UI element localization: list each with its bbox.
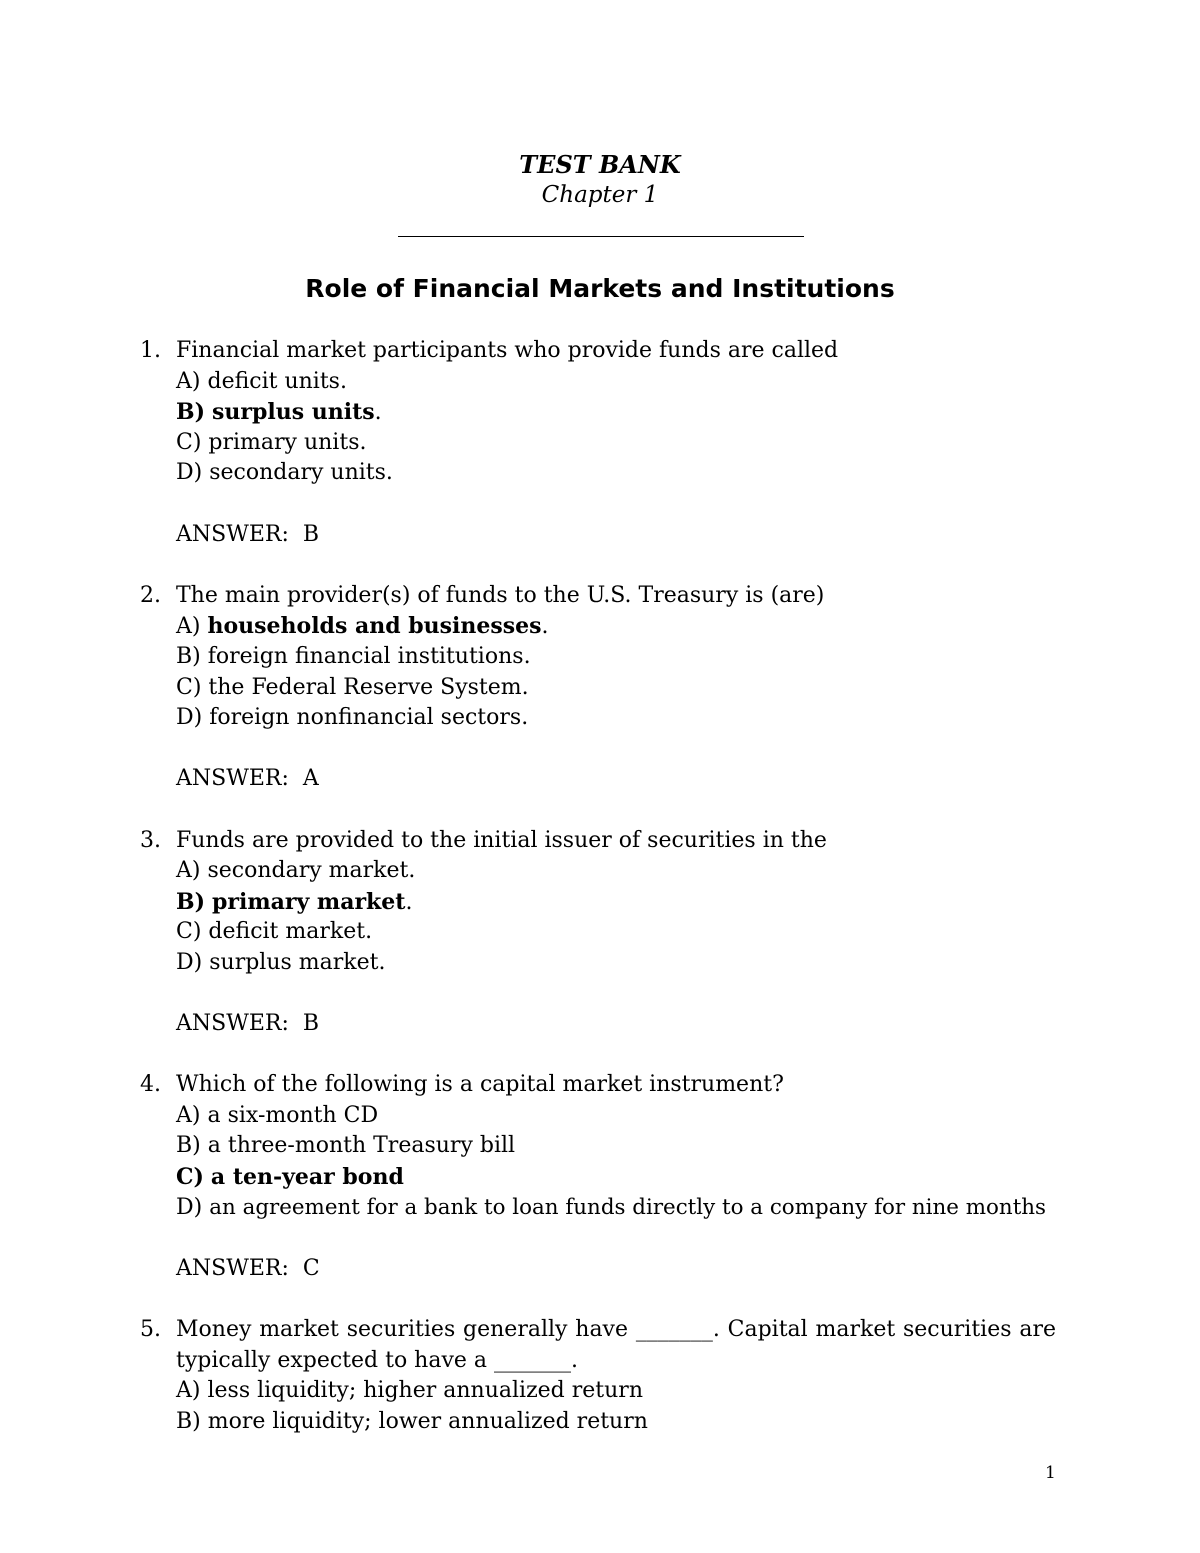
option-end: . <box>378 949 386 975</box>
question-stem <box>0 1315 1200 1346</box>
option-c <box>0 673 1200 704</box>
option-label: B) <box>176 399 206 426</box>
question-text: Financial market participants who provide funds are called <box>176 338 839 363</box>
option-label: D) <box>176 949 203 975</box>
option-label: C) <box>176 919 202 945</box>
question-text: typically expected to have a _______. <box>176 1347 579 1373</box>
chapter-label: Chapter 1 <box>541 182 659 208</box>
document-title: TEST BANK <box>519 150 681 179</box>
option-text: an agreement for a bank to loan funds directly to a company for nine months <box>209 1194 1047 1220</box>
answer-line <box>0 1254 1200 1285</box>
option-text: primary market <box>212 888 406 915</box>
question-stem <box>0 1070 1200 1101</box>
option-label: B) <box>176 888 206 915</box>
option-c <box>0 428 1200 459</box>
option-label: A) <box>176 368 201 394</box>
option-end: . <box>541 614 549 640</box>
answer-line <box>0 520 1200 551</box>
option-label: B) <box>176 1133 201 1159</box>
option-end: . <box>405 889 413 915</box>
option-b <box>0 1407 1200 1438</box>
option-b-correct <box>0 887 1200 918</box>
question-number: 2. <box>140 582 161 608</box>
question-number: 4. <box>140 1072 161 1098</box>
option-c <box>0 917 1200 948</box>
option-label: C) <box>176 429 202 455</box>
spacer <box>0 489 1200 520</box>
option-label: D) <box>176 460 203 486</box>
option-text: surplus market <box>209 949 379 975</box>
option-a <box>0 1101 1200 1132</box>
spacer <box>0 1040 1200 1071</box>
option-text: a six-month CD <box>207 1102 379 1128</box>
answer-line <box>0 764 1200 795</box>
option-label: D) <box>176 1194 203 1220</box>
question-4 <box>0 1070 1200 1315</box>
option-text: a three-month Treasury bill <box>207 1133 516 1159</box>
option-text: a ten-year bond <box>210 1164 404 1191</box>
option-text: foreign financial institutions <box>207 643 524 669</box>
option-label: B) <box>176 1408 201 1434</box>
answer-prefix: ANSWER: <box>176 766 303 792</box>
page-number: 1 <box>1045 1463 1056 1483</box>
spacer <box>0 550 1200 581</box>
option-end: . <box>339 368 347 394</box>
question-number: 1. <box>140 338 161 363</box>
question-stem <box>0 826 1200 857</box>
page-header <box>0 150 1200 210</box>
spacer <box>0 795 1200 826</box>
option-end: . <box>365 919 373 945</box>
question-5 <box>0 1315 1200 1437</box>
question-number: 3. <box>140 827 161 853</box>
option-text: more liquidity; lower annualized return <box>207 1408 648 1434</box>
question-text: Funds are provided to the initial issuer of securities in the <box>176 827 827 853</box>
spacer <box>0 978 1200 1009</box>
option-d <box>0 458 1200 489</box>
option-label: A) <box>176 858 201 884</box>
question-stem-continued <box>0 1346 1200 1377</box>
question-stem <box>0 581 1200 612</box>
answer-value: C <box>302 1255 320 1281</box>
question-text: Money market securities generally have _______. Capital market securities are <box>176 1317 1056 1342</box>
option-label: D) <box>176 705 203 731</box>
option-label: A) <box>176 1102 201 1128</box>
title-divider <box>398 236 804 237</box>
option-end: . <box>523 643 531 669</box>
option-text: secondary market <box>207 858 409 884</box>
option-label: B) <box>176 643 201 669</box>
answer-prefix: ANSWER: <box>176 521 303 547</box>
option-text: surplus units <box>212 399 375 426</box>
option-text: deficit market <box>208 919 366 945</box>
option-text: foreign nonfinancial sectors <box>209 705 522 731</box>
option-label: C) <box>176 1164 204 1191</box>
option-d <box>0 703 1200 734</box>
option-a <box>0 1376 1200 1407</box>
answer-value: B <box>302 521 320 547</box>
question-2 <box>0 581 1200 826</box>
option-text: secondary units <box>209 460 386 486</box>
option-a-correct <box>0 611 1200 642</box>
option-text: less liquidity; higher annualized return <box>207 1378 643 1404</box>
answer-prefix: ANSWER: <box>176 1011 303 1037</box>
option-d <box>0 1193 1200 1224</box>
option-a <box>0 856 1200 887</box>
section-title: Role of Financial Markets and Institutions <box>305 274 895 303</box>
option-text: the Federal Reserve System <box>208 674 522 700</box>
option-label: A) <box>176 1378 201 1404</box>
answer-line <box>0 1009 1200 1040</box>
question-text: The main provider(s) of funds to the U.S. Treasury is (are) <box>176 582 825 608</box>
option-b <box>0 642 1200 673</box>
spacer <box>0 1223 1200 1254</box>
option-label: C) <box>176 674 202 700</box>
option-a <box>0 367 1200 398</box>
option-text: primary units <box>208 429 360 455</box>
option-text: households and businesses <box>207 613 542 640</box>
spacer <box>0 1284 1200 1315</box>
option-end: . <box>521 705 529 731</box>
question-text: Which of the following is a capital market instrument? <box>176 1072 784 1098</box>
spacer <box>0 734 1200 765</box>
question-stem <box>0 336 1200 367</box>
option-d <box>0 948 1200 979</box>
option-b-correct <box>0 397 1200 428</box>
answer-value: A <box>302 766 319 792</box>
option-b <box>0 1131 1200 1162</box>
question-1 <box>0 336 1200 581</box>
answer-value: B <box>302 1011 320 1037</box>
answer-prefix: ANSWER: <box>176 1255 303 1281</box>
option-end: . <box>521 674 529 700</box>
option-end: . <box>359 429 367 455</box>
question-list <box>0 336 1200 1437</box>
option-c-correct <box>0 1162 1200 1193</box>
option-label: A) <box>176 614 201 640</box>
option-text: deficit units <box>207 368 340 394</box>
option-end: . <box>385 460 393 486</box>
option-end: . <box>374 400 382 426</box>
option-end: . <box>408 858 416 884</box>
question-3 <box>0 826 1200 1071</box>
question-number: 5. <box>140 1317 161 1342</box>
